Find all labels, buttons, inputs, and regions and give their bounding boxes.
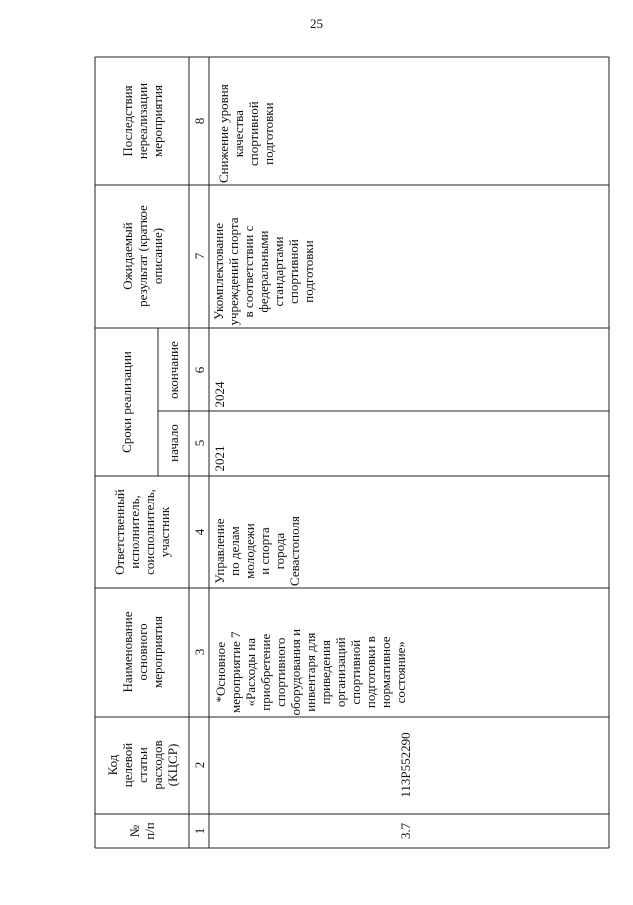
col-number-6: 6 <box>191 366 207 374</box>
col-number-2: 2 <box>191 761 207 769</box>
row-num: 3.7 <box>397 822 413 840</box>
row-start: 2021 <box>211 445 227 472</box>
header-period: Сроки реализации <box>118 351 134 453</box>
header-result: Ожидаемый результат (краткое описание) <box>119 205 165 307</box>
row-consequence: Снижение уровня качества спортивной подготовки <box>216 84 276 183</box>
header-executor: Ответственный исполнитель, соисполнитель, участник <box>112 489 172 575</box>
col-number-1: 1 <box>191 827 207 835</box>
row-end: 2024 <box>211 381 227 408</box>
header-num: № п/п <box>127 822 157 840</box>
header-start: начало <box>165 424 181 462</box>
header-consequence: Последствия нереализации мероприятия <box>119 82 165 160</box>
row-main-activity: *Основное мероприятие 7 «Расходы на приобретение спортивного оборудования и инвентаря для приведения организаций спортивной подготовки в нормативное состояние» <box>212 628 408 716</box>
col-number-4: 4 <box>191 528 207 536</box>
col-number-5: 5 <box>191 439 207 447</box>
row-result: Укомплектование учреждений спорта в соответствии с федеральными стандартами спортивной подготовки <box>210 217 316 326</box>
header-code: Код целевой статьи расходов (КЦСР) <box>104 740 180 790</box>
row-executor: Управление по делам молодежи и спорта города Севастополя <box>212 516 302 586</box>
header-end: окончание <box>165 341 181 399</box>
col-number-7: 7 <box>191 252 207 260</box>
col-number-3: 3 <box>191 648 207 656</box>
col-number-8: 8 <box>191 117 207 125</box>
row-code: 113P552290 <box>397 732 413 798</box>
header-name: Наименование основного мероприятия <box>119 611 165 693</box>
page-number: 25 <box>310 16 323 31</box>
